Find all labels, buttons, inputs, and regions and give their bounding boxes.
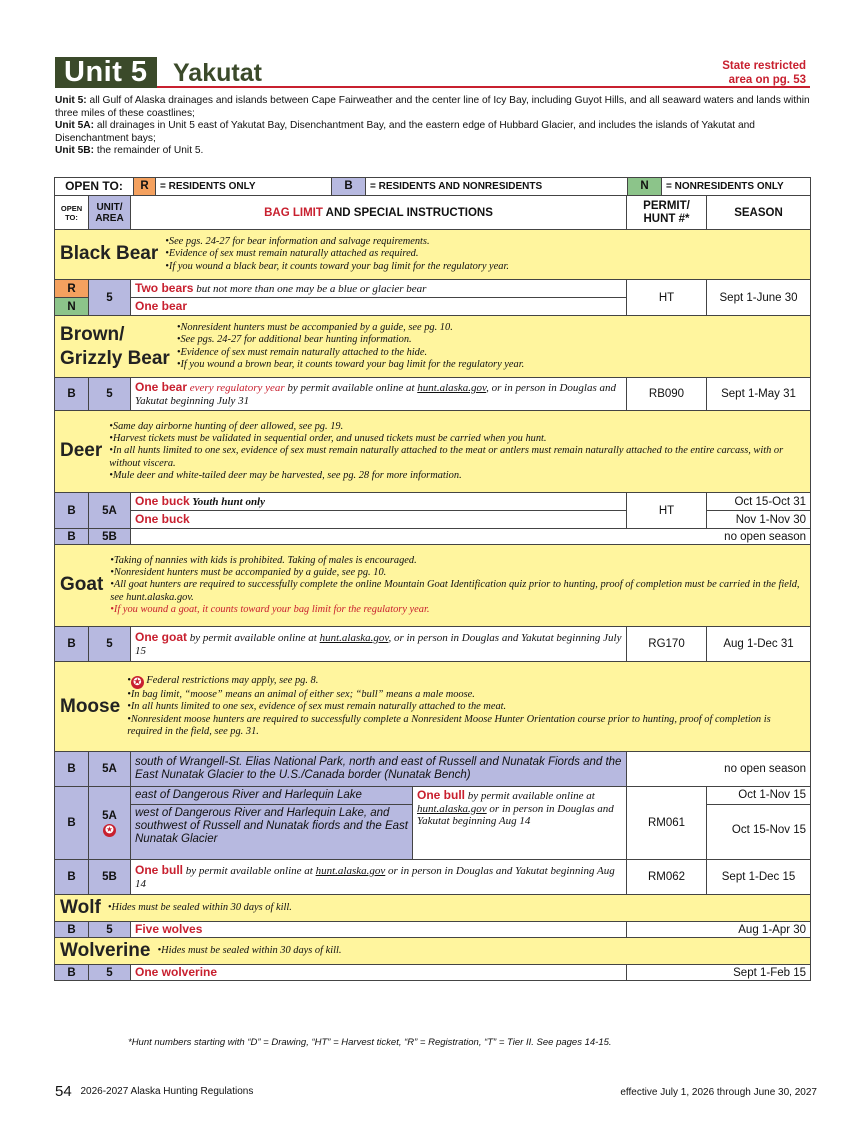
species-notes: •Hides must be sealed within 30 days of kill. <box>107 901 292 913</box>
season: Oct 1-Nov 15 <box>707 787 810 805</box>
bag-limit <box>131 511 627 529</box>
open-to-code: B <box>55 378 89 411</box>
note: •Harvest tickets must be validated in sequential order, and unused tickets must be carried when you hunt. <box>109 433 547 445</box>
note: •Same day airborne hunting of deer allowed, see pg. 19. <box>109 420 344 432</box>
hunt-row <box>55 752 811 787</box>
season: Nov 1-Nov 30 <box>707 511 811 529</box>
legend-open-to: OPEN TO: <box>55 178 134 195</box>
hunt-row <box>55 965 811 981</box>
bag-limit <box>131 922 627 938</box>
bag-detail: , or in person in Douglas and Yakutat beginning July 31 <box>135 382 616 407</box>
species-wolverine <box>55 938 811 965</box>
bag-lead: One bear <box>135 298 188 313</box>
federal-star-icon: ✪ <box>131 676 144 689</box>
species-name: Wolverine <box>60 940 151 961</box>
legend-r-code: R <box>134 178 156 195</box>
desc-text: the remainder of Unit 5. <box>94 145 204 156</box>
bag-lead: One bear <box>135 380 188 394</box>
bag-limit <box>131 627 627 662</box>
note: •Mule deer and white-tailed deer may be harvested, see pg. 28 for more information. <box>109 469 462 481</box>
permit: RB090 <box>627 378 707 411</box>
bag-limit <box>131 298 627 316</box>
desc-label: Unit 5B: <box>55 145 95 156</box>
bag-limit <box>131 493 627 511</box>
col-permit: PERMIT/ HUNT #* <box>627 196 707 230</box>
unit-name: Yakutat <box>173 59 262 87</box>
unit-area: 5 <box>89 627 131 662</box>
species-notes <box>165 236 509 273</box>
bag-detail: but not more than one may be a blue or glacier bear <box>193 282 427 295</box>
species-wolf <box>55 895 811 922</box>
unit-area: 5A <box>89 752 131 787</box>
hunt-alaska-link[interactable]: hunt.alaska.gov <box>315 865 386 877</box>
col-unit-area: UNIT/ AREA <box>89 196 131 230</box>
bag-limit <box>131 965 627 981</box>
bag-limit <box>131 378 627 411</box>
note: •All goat hunters are required to successfully complete the online Mountain Goat Identification quiz prior to hunting, proof of completion must be carried in the field, see hunt.alaska.gov. <box>110 579 800 603</box>
open-to-code: B <box>55 627 89 662</box>
legend-n-code: N <box>628 178 662 195</box>
open-to-code: B <box>55 787 89 860</box>
open-to-code: B <box>55 493 89 529</box>
hunt-row <box>55 787 811 860</box>
area-description: south of Wrangell-St. Elias National Park, north and east of Russell and Nunatak Fiords and the East Nunatak Glacier to the U.S./Canada border (Nunatak Bench) <box>131 752 627 787</box>
unit-area <box>89 787 131 860</box>
season: Sept 1-Dec 15 <box>707 860 811 895</box>
legend-b-text: = RESIDENTS AND NONRESIDENTS <box>366 178 628 195</box>
species-name: Wolf <box>60 897 101 918</box>
hunt-row <box>55 280 811 298</box>
hunt-alaska-link[interactable]: hunt.alaska.gov <box>417 802 487 815</box>
permit: RM062 <box>627 860 707 895</box>
permit: HT <box>627 280 707 316</box>
note: •Taking of nannies with kids is prohibited. Taking of males is encouraged. <box>110 554 417 566</box>
note: •In all hunts limited to one sex, evidence of sex must remain naturally attached to the meat or antlers must remain naturally attached to the entire carcass, with or without viscera. <box>109 445 784 469</box>
unit-area: 5B <box>89 860 131 895</box>
open-to-code: B <box>55 922 89 938</box>
desc-label: Unit 5: <box>55 95 87 106</box>
hunt-row <box>55 529 811 545</box>
hunt-row <box>55 493 811 511</box>
note: •See pgs. 24-27 for bear information and salvage requirements. <box>165 236 430 248</box>
publication-title: 2026-2027 Alaska Hunting Regulations <box>80 1086 254 1097</box>
bag-lead: One buck <box>135 511 190 526</box>
bag-lead: Two bears <box>135 280 194 295</box>
unit-label: Unit 5 <box>55 57 157 88</box>
bag-detail: , or in person in Douglas and Yakutat beginning July 15 <box>135 632 622 657</box>
desc-text: all drainages in Unit 5 east of Yakutat Bay, Disenchantment Bay, and the eastern edge of Hubbard Glacier, and includes the islands of Yakutat and Disenchantment bays; <box>55 120 755 144</box>
col-bag-limit-red: BAG LIMIT <box>264 206 323 219</box>
legend-r-text: = RESIDENTS ONLY <box>156 178 332 195</box>
bag-detail: or in person in Douglas and Yakutat beginning Aug 14 <box>417 802 614 827</box>
note: •In bag limit, “moose” means an animal of either sex; “bull” means a male moose. <box>127 688 475 700</box>
note: •Evidence of sex must remain naturally attached to the hide. <box>176 346 428 358</box>
bag-detail: by permit available online at <box>183 865 316 877</box>
season: Sept 1-Feb 15 <box>627 965 811 981</box>
note: •In all hunts limited to one sex, evidence of sex must remain naturally attached to the meat. <box>127 701 507 713</box>
note: •If you wound a brown bear, it counts toward your bag limit for the regulatory year. <box>176 358 525 370</box>
note: •Evidence of sex must remain naturally attached as required. <box>165 248 419 260</box>
species-name: Deer <box>60 440 103 462</box>
species-moose <box>55 662 811 752</box>
bag-detail: by permit available online at <box>187 632 320 644</box>
season: no open season <box>627 752 811 787</box>
unit-area: 5 <box>89 280 131 316</box>
page-footer <box>55 1083 817 1100</box>
unit-5a-description <box>55 120 815 145</box>
species-name-line: Brown/ <box>60 323 125 345</box>
unit-5-description <box>55 95 815 120</box>
unit-area: 5 <box>89 965 131 981</box>
hunt-alaska-link[interactable]: hunt.alaska.gov <box>319 632 389 644</box>
legend-row <box>55 178 811 196</box>
regulations-table <box>54 177 811 981</box>
restricted-area-link[interactable] <box>722 59 806 87</box>
legend-n-text: = NONRESIDENTS ONLY <box>666 181 784 192</box>
species-deer <box>55 411 811 493</box>
federal-star-icon: ✪ <box>103 824 116 837</box>
species-black-bear <box>55 230 811 280</box>
bag-limit <box>413 787 626 859</box>
species-notes <box>127 675 805 738</box>
species-notes <box>110 555 805 616</box>
note: • ✪ Federal restrictions may apply, see pg. 8. <box>127 674 319 688</box>
hunt-row <box>55 627 811 662</box>
species-name <box>60 323 170 371</box>
species-notes <box>109 421 805 482</box>
season: Oct 15-Nov 15 <box>731 824 807 836</box>
hunt-number-footnote: *Hunt numbers starting with “D” = Drawing, “HT” = Harvest ticket, “R” = Registration, “T” = Tier II. See pages 14-15. <box>128 1037 612 1048</box>
note: •Nonresident moose hunters are required to successfully complete a Nonresident Moose Hunter Orientation course prior to hunting, proof of completion is required in the field, see pg. 31. <box>127 713 771 737</box>
species-name: Goat <box>60 574 104 596</box>
bag-lead: One bull <box>135 863 183 877</box>
permit: HT <box>627 493 707 529</box>
open-to-code: B <box>55 965 89 981</box>
area-description: east of Dangerous River and Harlequin Lake <box>131 787 412 805</box>
hunt-row <box>55 860 811 895</box>
page-number: 54 <box>55 1083 72 1100</box>
legend-b-code: B <box>332 178 366 195</box>
bag-detail: by permit available online at <box>284 382 418 394</box>
bag-detail: Youth hunt only <box>189 495 265 508</box>
bag-lead: One buck <box>135 493 190 508</box>
bag-lead: One wolverine <box>135 964 218 979</box>
season: Oct 15-Oct 31 <box>707 493 811 511</box>
bag-detail: by permit available online at <box>465 790 595 802</box>
desc-text: all Gulf of Alaska drainages and islands between Cape Fairweather and the center line of Icy Bay, including Guyot Hills, and all seaward waters and lands within three miles of these coastlines; <box>55 95 810 119</box>
hunt-row <box>55 378 811 411</box>
permit: RG170 <box>627 627 707 662</box>
open-to-code: B <box>55 529 89 545</box>
note-text: Federal restrictions may apply, see pg. 8. <box>143 674 319 686</box>
hunt-row <box>55 922 811 938</box>
season-split <box>707 787 811 860</box>
note: •If you wound a black bear, it counts toward your bag limit for the regulatory year. <box>165 260 509 272</box>
note: •See pgs. 24-27 for additional bear hunting information. <box>176 334 412 346</box>
species-goat <box>55 545 811 627</box>
species-brown-bear <box>55 316 811 378</box>
restricted-line-1: State restricted <box>722 60 806 72</box>
unit-area: 5A <box>89 493 131 529</box>
bag-lead: One goat <box>135 630 188 644</box>
species-name: Moose <box>60 695 121 717</box>
season: Sept 1-May 31 <box>707 378 811 411</box>
species-name: Black Bear <box>60 243 159 265</box>
bag-limit <box>131 280 627 298</box>
open-to-code: B <box>55 860 89 895</box>
column-header-row <box>55 196 811 230</box>
restricted-line-2: area on pg. 53 <box>728 74 806 86</box>
permit: RM061 <box>627 787 707 860</box>
area-description: west of Dangerous River and Harlequin Lake, and southwest of Russell and Nunatak fiords and the East Nunatak Glacier <box>131 805 412 859</box>
effective-dates: effective July 1, 2026 through June 30, 2027 <box>620 1087 817 1098</box>
unit-5b-description <box>55 145 815 158</box>
col-bag-limit-rest: AND SPECIAL INSTRUCTIONS <box>322 206 493 219</box>
open-to-code: N <box>55 298 89 316</box>
open-to-code: B <box>55 752 89 787</box>
bag-detail: or in person in Douglas and Yakutat beginning Aug 14 <box>135 865 615 890</box>
hunt-alaska-link[interactable]: hunt.alaska.gov <box>417 382 487 394</box>
species-notes <box>177 322 524 371</box>
bag-limit-split <box>131 787 627 860</box>
col-open-to: OPEN TO: <box>55 196 89 230</box>
season: no open season <box>131 529 811 545</box>
unit-area: 5 <box>89 922 131 938</box>
bag-every: every regulatory year <box>187 382 285 394</box>
season: Aug 1-Dec 31 <box>707 627 811 662</box>
note: •Nonresident hunters must be accompanied by a guide, see pg. 10. <box>176 321 453 333</box>
species-notes: •Hides must be sealed within 30 days of kill. <box>157 944 342 956</box>
unit-descriptions <box>55 95 815 158</box>
unit-header <box>55 57 810 88</box>
species-name-line: Grizzly Bear <box>60 347 170 369</box>
col-season: SEASON <box>707 196 811 230</box>
season: Aug 1-Apr 30 <box>627 922 811 938</box>
unit-area-label: 5A <box>102 809 117 822</box>
bag-lead: One bull <box>417 788 465 802</box>
col-bag-limit <box>131 196 627 230</box>
open-to-code: R <box>55 280 89 298</box>
note: •Nonresident hunters must be accompanied by a guide, see pg. 10. <box>110 567 387 579</box>
bag-limit <box>131 860 627 895</box>
unit-area: 5 <box>89 378 131 411</box>
unit-area: 5B <box>89 529 131 545</box>
bag-lead: Five wolves <box>135 921 203 936</box>
note: •If you wound a goat, it counts toward your bag limit for the regulatory year. <box>110 603 430 615</box>
season: Sept 1-June 30 <box>707 280 811 316</box>
desc-label: Unit 5A: <box>55 120 95 131</box>
